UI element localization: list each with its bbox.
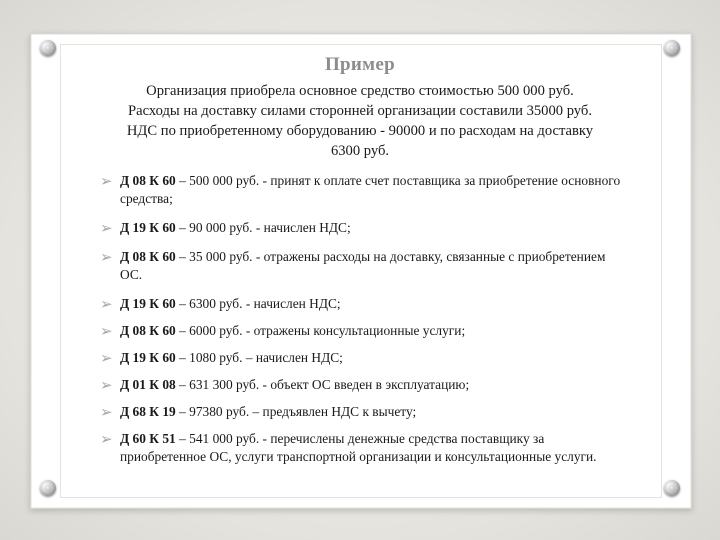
list-item <box>100 403 630 421</box>
entry-text: – 6300 руб. - начислен НДС; <box>175 296 341 311</box>
list-item <box>100 248 630 284</box>
intro-line: Расходы на доставку силами сторонней организации составили 35000 руб. <box>128 103 592 119</box>
list-item <box>100 172 630 208</box>
arrow-bullet-icon: ➢ <box>100 349 113 367</box>
list-item <box>100 376 630 394</box>
entries-list <box>100 172 630 466</box>
list-item <box>100 349 630 367</box>
entry-code: Д 01 К 08 <box>120 377 176 392</box>
entry-code: Д 19 К 60 <box>120 350 176 365</box>
entry-text: – 541 000 руб. - перечислены денежные средства поставщику за приобретенное ОС, услуги транспортной организации и консультационные услуги. <box>120 431 597 464</box>
intro-line: Организация приобрела основное средство стоимостью 500 000 руб. <box>146 83 574 99</box>
entry-text: – 631 300 руб. - объект ОС введен в эксплуатацию; <box>175 377 470 392</box>
entry-code: Д 08 К 60 <box>120 323 176 338</box>
entry-text: – 500 000 руб. - принят к оплате счет поставщика за приобретение основного средства; <box>120 173 621 206</box>
arrow-bullet-icon: ➢ <box>100 219 113 237</box>
entry-code: Д 68 К 19 <box>120 404 176 419</box>
arrow-bullet-icon: ➢ <box>100 403 113 421</box>
list-item <box>100 430 630 466</box>
arrow-bullet-icon: ➢ <box>100 430 113 448</box>
entry-text: – 97380 руб. – предъявлен НДС к вычету; <box>175 404 417 419</box>
entry-text: – 35 000 руб. - отражены расходы на доставку, связанные с приобретением ОС. <box>120 249 606 282</box>
slide-title: Пример <box>324 54 396 75</box>
entry-text: – 1080 руб. – начислен НДС; <box>175 350 343 365</box>
entry-text: – 90 000 руб. - начислен НДС; <box>175 220 351 235</box>
intro-line: НДС по приобретенному оборудованию - 90000 и по расходам на доставку <box>126 123 594 139</box>
list-item <box>100 322 630 340</box>
arrow-bullet-icon: ➢ <box>100 322 113 340</box>
entry-code: Д 08 К 60 <box>120 249 176 264</box>
entry-code: Д 08 К 60 <box>120 173 176 188</box>
list-item <box>100 295 630 313</box>
arrow-bullet-icon: ➢ <box>100 376 113 394</box>
arrow-bullet-icon: ➢ <box>100 248 113 266</box>
arrow-bullet-icon: ➢ <box>100 172 113 190</box>
entry-text: – 6000 руб. - отражены консультационные услуги; <box>175 323 466 338</box>
entry-code: Д 19 К 60 <box>120 220 176 235</box>
intro-line: 6300 руб. <box>330 143 390 159</box>
intro-paragraph <box>90 81 630 161</box>
arrow-bullet-icon: ➢ <box>100 295 113 313</box>
pin-icon <box>40 480 56 496</box>
pin-icon <box>664 480 680 496</box>
list-item <box>100 219 630 237</box>
entry-code: Д 19 К 60 <box>120 296 176 311</box>
entry-code: Д 60 К 51 <box>120 431 176 446</box>
